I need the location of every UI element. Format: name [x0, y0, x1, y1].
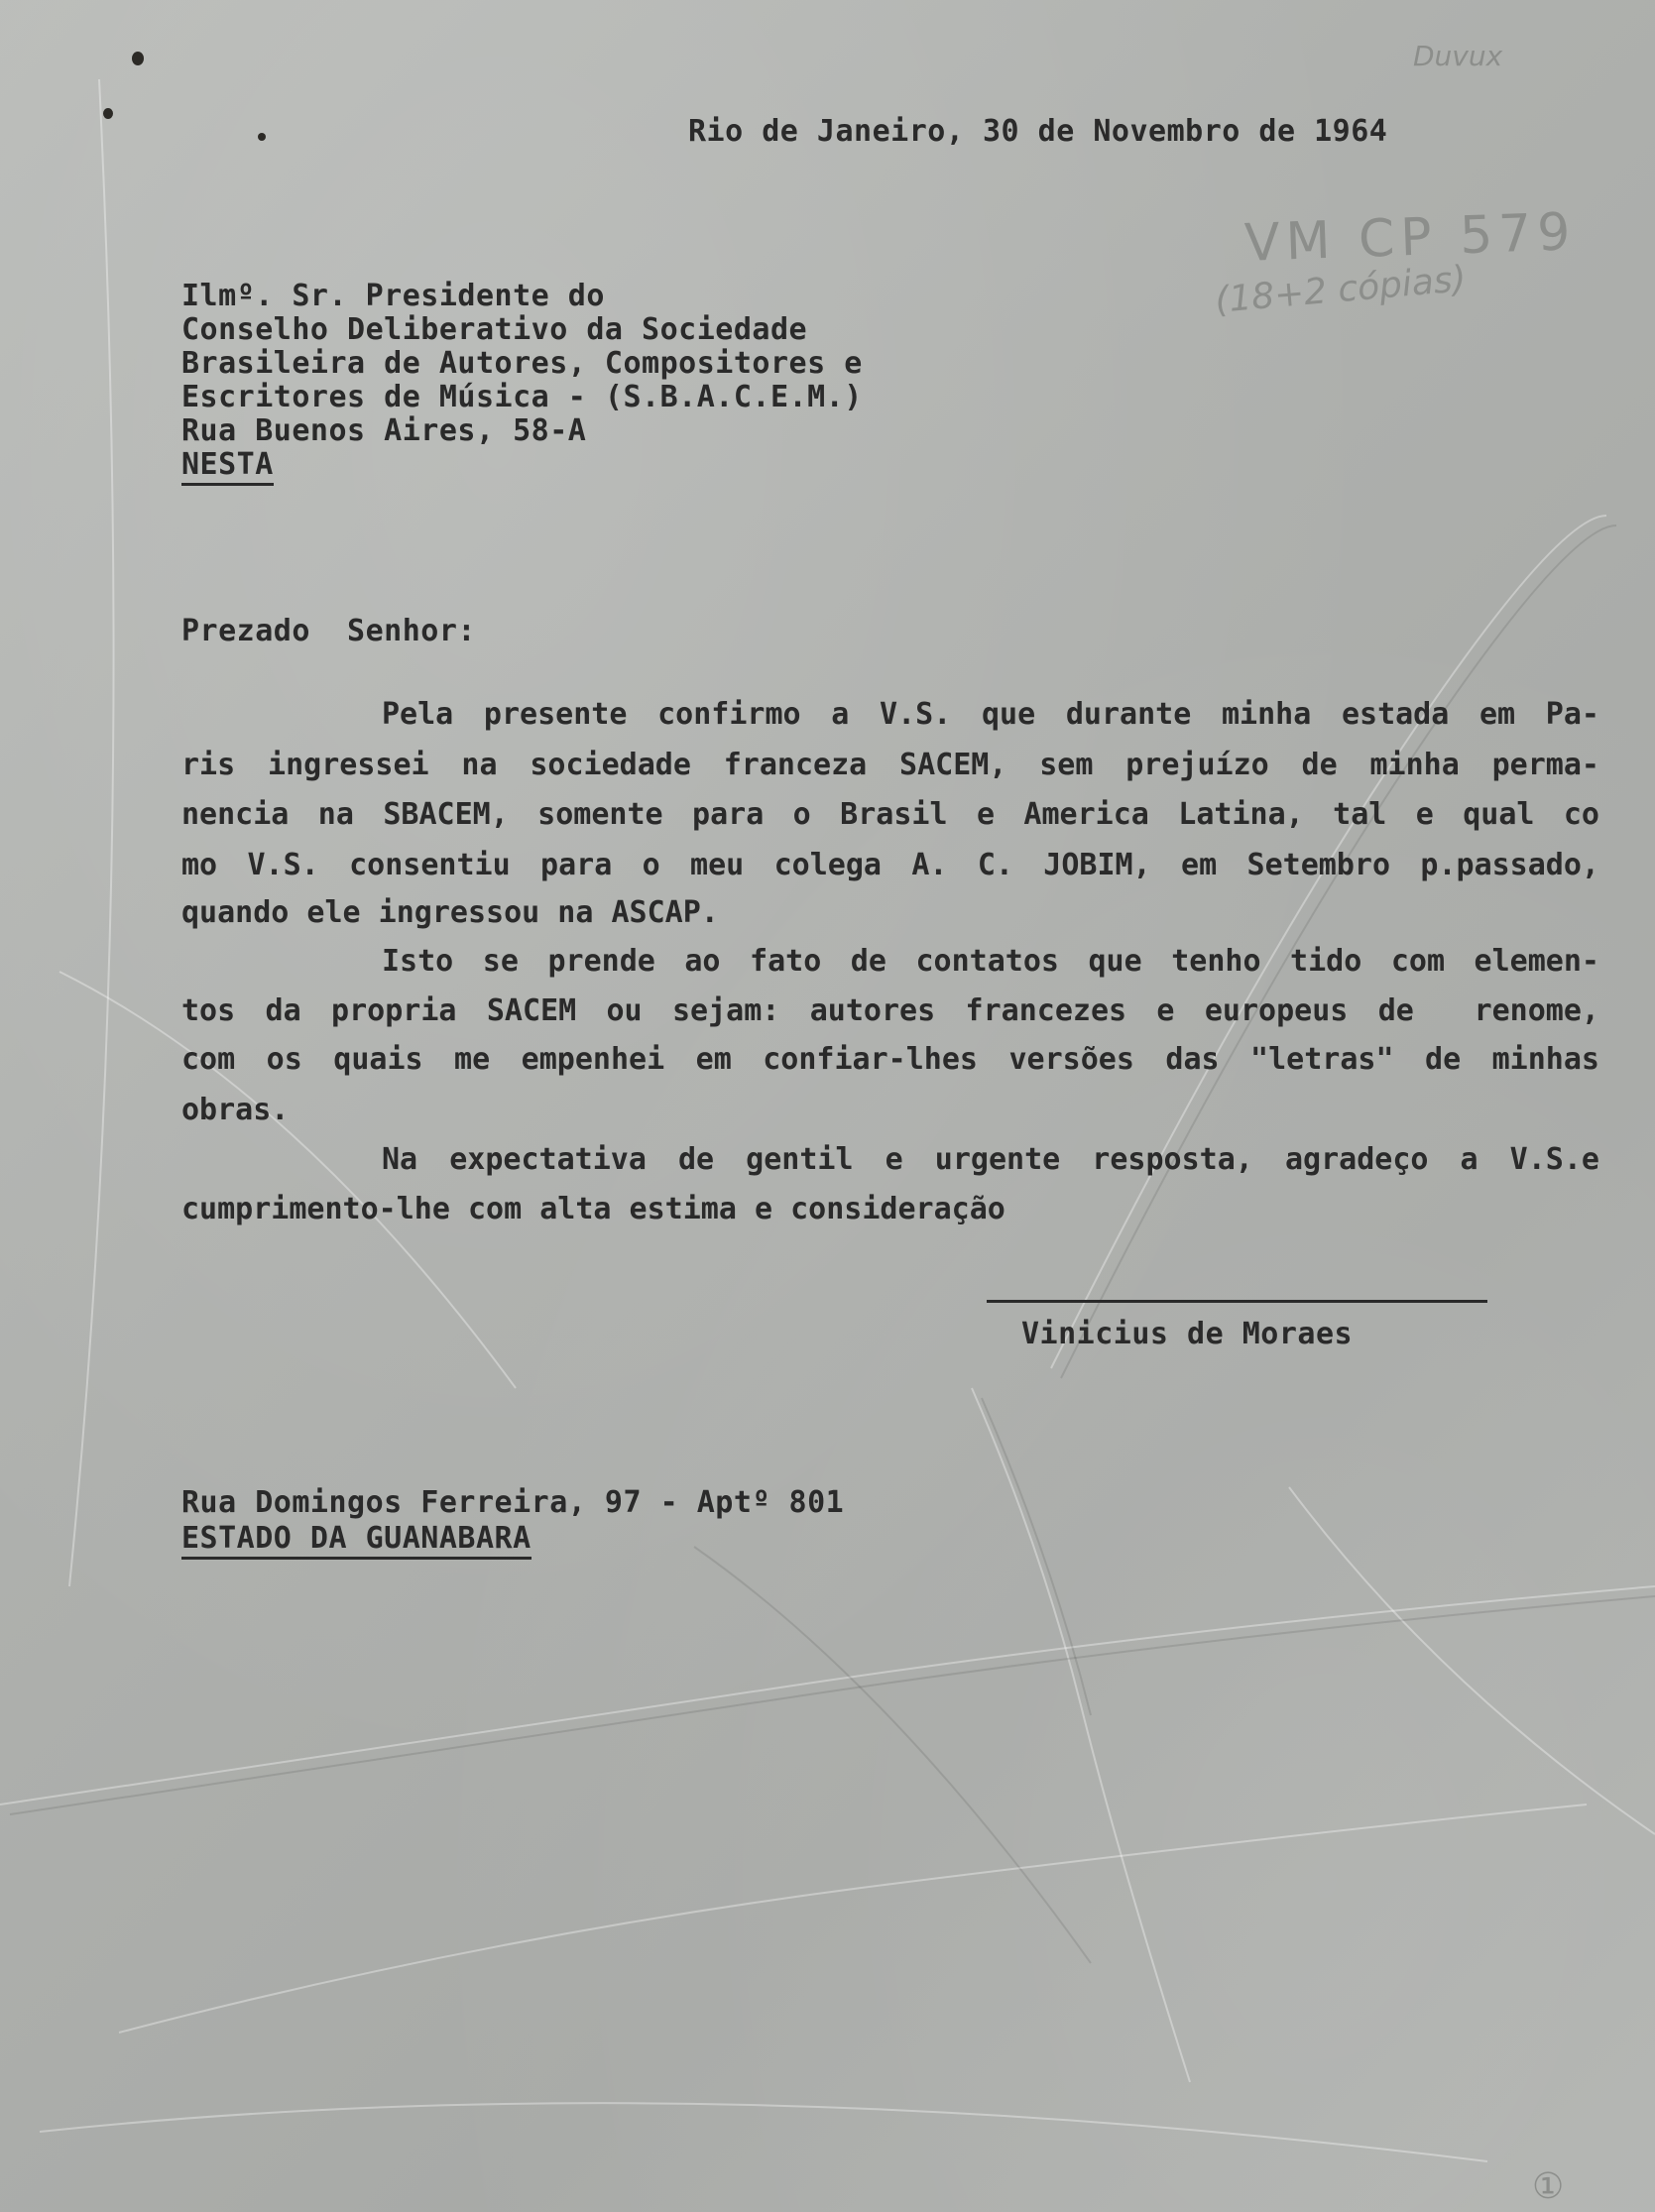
paragraph-3-line-2: cumprimento-lhe com alta estima e consideração	[181, 1192, 1005, 1226]
addressee-line-2: Conselho Deliberativo da Sociedade	[181, 312, 808, 347]
sender-address-line-1: Rua Domingos Ferreira, 97 - Aptº 801	[181, 1485, 845, 1520]
paragraph-1-line-5: quando ele ingressou na ASCAP.	[181, 895, 719, 930]
date-line: Rio de Janeiro, 30 de Novembro de 1964	[688, 114, 1388, 149]
paragraph-2-line-2: tos da propria SACEM ou sejam: autores francezes e europeus de renome,	[181, 993, 1599, 1028]
ink-spot	[132, 52, 144, 65]
paragraph-2-line-4: obras.	[181, 1093, 290, 1127]
paragraph-1-line-4: mo V.S. consentiu para o meu colega A. C. JOBIM, em Setembro p.passado,	[181, 848, 1599, 882]
sender-address-line-2: ESTADO DA GUANABARA	[181, 1522, 532, 1560]
signature-name: Vinicius de Moraes	[1021, 1317, 1354, 1351]
addressee-line-4: Escritores de Música - (S.B.A.C.E.M.)	[181, 380, 863, 414]
addressee-line-5: Rua Buenos Aires, 58-A	[181, 413, 587, 448]
paragraph-2-line-1: Isto se prende ao fato de contatos que tenho tido com elemen-	[382, 944, 1599, 979]
signature-rule	[987, 1300, 1487, 1303]
handwritten-copies-note: (18+2 cópias)	[1213, 259, 1469, 321]
handwritten-page-mark: ①	[1532, 2166, 1565, 2207]
addressee-line-3: Brasileira de Autores, Compositores e	[181, 346, 863, 381]
paragraph-1-line-1: Pela presente confirmo a V.S. que durante minha estada em Pa-	[382, 697, 1599, 732]
handwritten-reference-code: VM CP 579	[1243, 202, 1578, 274]
addressee-line-1: Ilmº. Sr. Presidente do	[181, 279, 605, 313]
paragraph-3-line-1: Na expectativa de gentil e urgente resposta, agradeço a V.S.e	[382, 1142, 1599, 1177]
paragraph-2-line-3: com os quais me empenhei em confiar-lhes versões das "letras" de minhas	[181, 1042, 1599, 1077]
salutation: Prezado Senhor:	[181, 614, 476, 648]
paragraph-1-line-2: ris ingressei na sociedade franceza SACEM, sem prejuízo de minha perma-	[181, 748, 1599, 782]
addressee-line-6: NESTA	[181, 448, 274, 486]
handwritten-corner-note: Duvux	[1413, 40, 1503, 72]
paragraph-1-line-3: nencia na SBACEM, somente para o Brasil e America Latina, tal e qual co	[181, 797, 1599, 832]
ink-spot	[258, 133, 266, 141]
ink-spot	[103, 108, 113, 119]
